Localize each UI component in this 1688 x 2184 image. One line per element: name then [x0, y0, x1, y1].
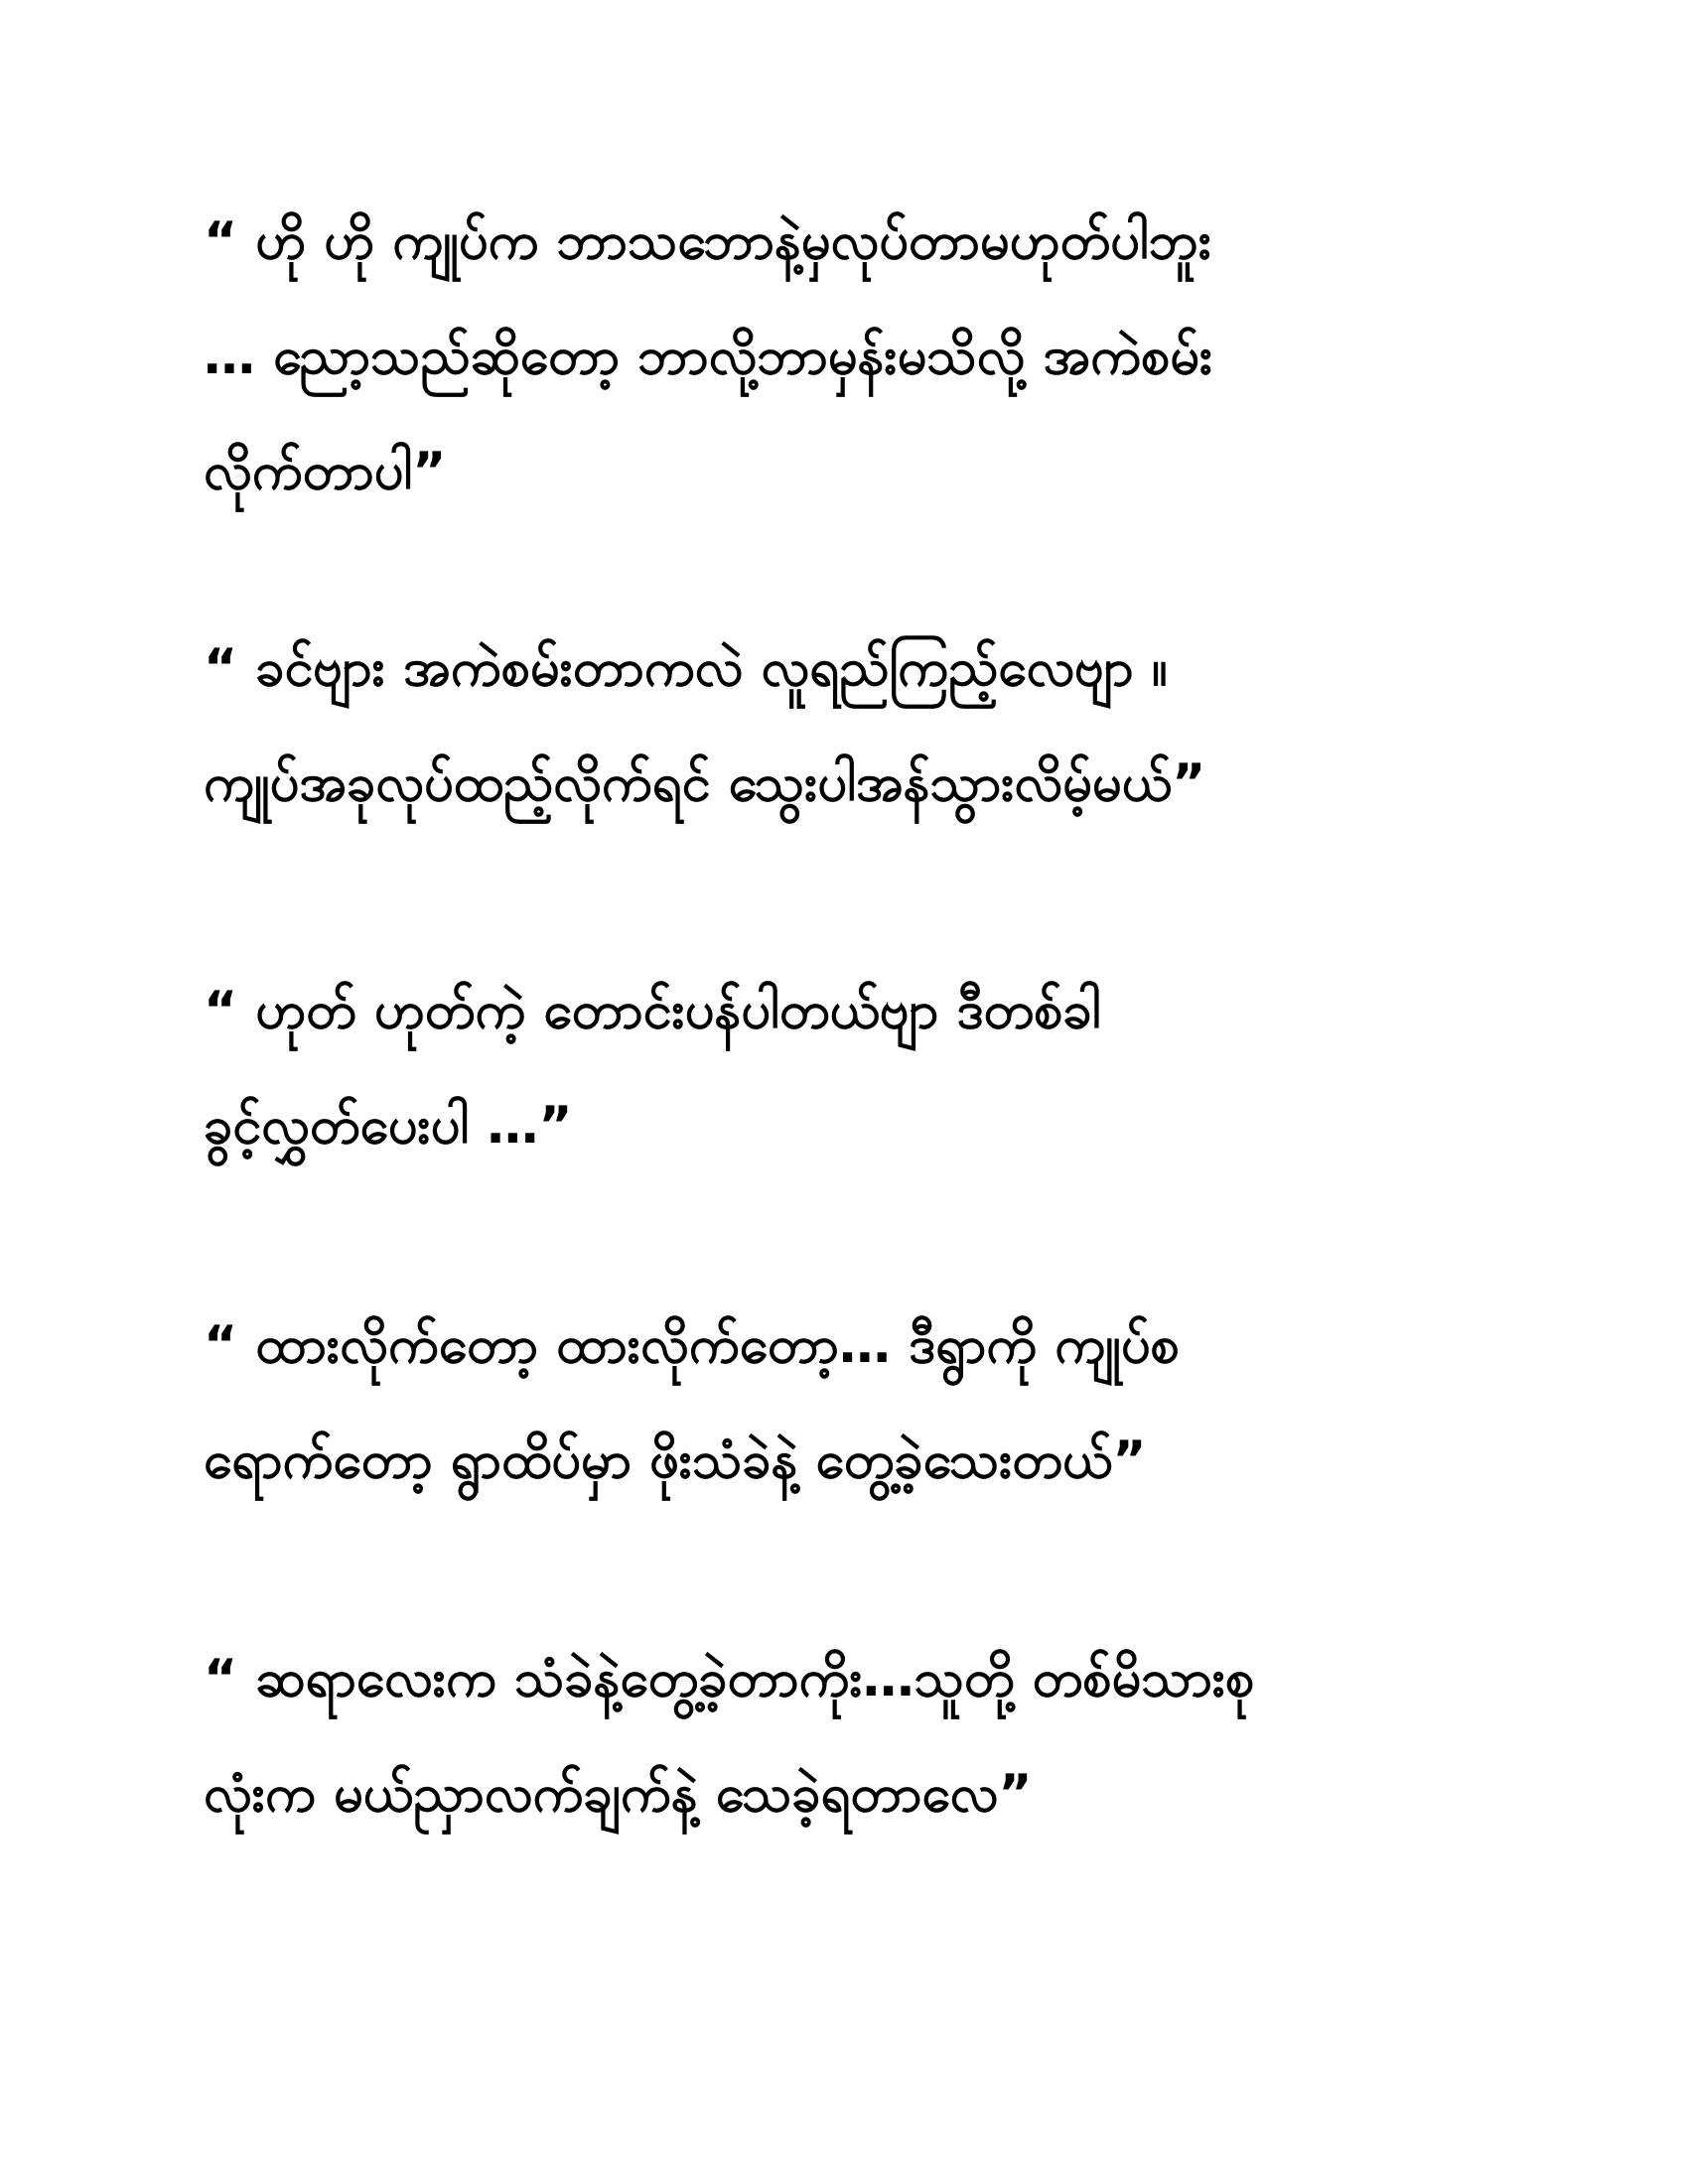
text-line: ခွင့်လွှတ်ပေးပါ …” — [204, 1096, 573, 1156]
text-line: “ ထားလိုက်တော့ ထားလိုက်တော့… ဒီရွာကို ကျုပ်စ — [204, 1315, 1180, 1375]
dialogue-paragraph-1 — [204, 184, 1212, 529]
dialogue-paragraph-5 — [204, 1621, 1254, 1851]
text-line: … ညော့သည်ဆိုတော့ ဘာလို့ဘာမှန်းမသိလို့ အကဲစမ်း — [204, 327, 1213, 386]
dialogue-paragraph-2 — [204, 611, 1205, 841]
text-line: “ ဆရာလေးက သံခဲနဲ့တွေ့ခဲ့တာကိုး…သူတို့ တစ်မိသားစု — [204, 1649, 1255, 1708]
text-line: ရောက်တော့ ရွာထိပ်မှာ ဖိုးသံခဲနဲ့ တွေ့ခဲ့သေးတယ်” — [204, 1431, 1147, 1490]
text-line: ကျုပ်အခုလုပ်ထည့်လိုက်ရင် သွေးပါအန်သွားလိမ့်မယ်” — [204, 753, 1206, 813]
dialogue-paragraph-3 — [204, 953, 1101, 1183]
text-line: လိုက်တာပါ” — [204, 442, 447, 501]
text-line: လုံးက မယ်ညှာလက်ချက်နဲ့ သေခဲ့ရတာလေ” — [204, 1764, 1033, 1824]
dialogue-paragraph-4 — [204, 1288, 1180, 1518]
text-line: “ ခင်ဗျား အကဲစမ်းတာကလဲ လူရည်ကြည့်လေဗျာ ။ — [204, 638, 1168, 698]
text-line: “ ဟို ဟို ကျုပ်က ဘာသဘောနဲ့မှလုပ်တာမဟုတ်ပါဘူး — [204, 211, 1212, 271]
text-line: “ ဟုတ် ဟုတ်ကဲ့ တောင်းပန်ပါတယ်ဗျာ ဒီတစ်ခါ — [204, 981, 1101, 1040]
